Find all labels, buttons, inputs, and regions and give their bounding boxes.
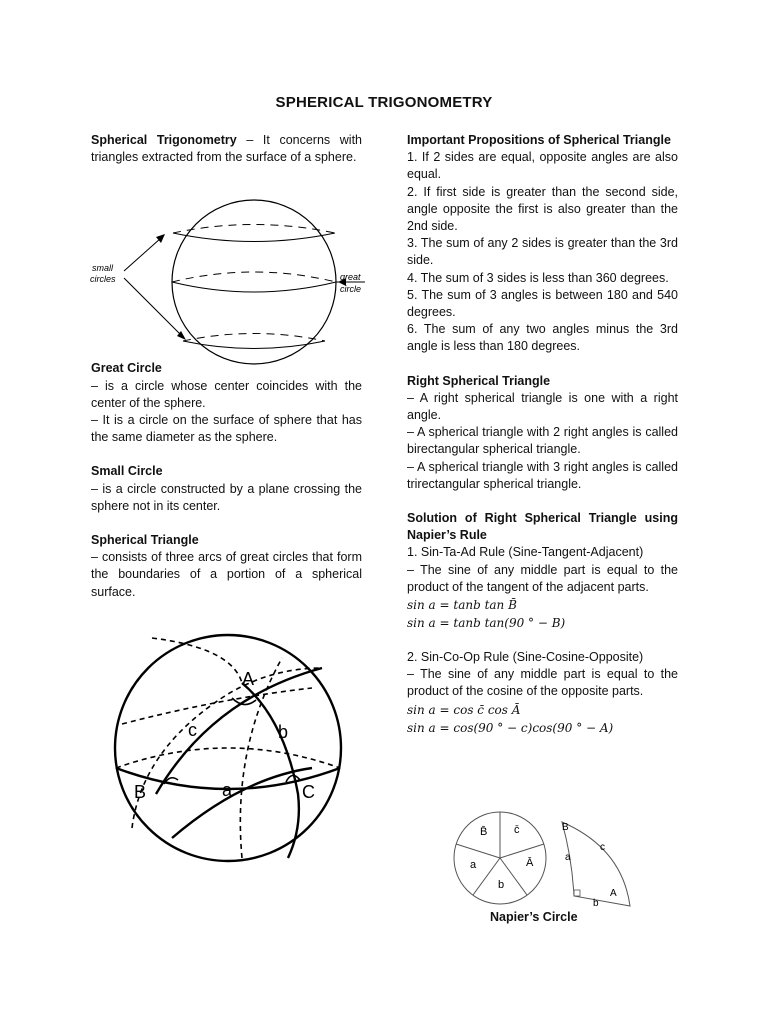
intro-paragraph <box>91 132 362 166</box>
sphere-circles-figure <box>88 196 368 366</box>
small-circle-line: – is a circle constructed by a plane crossing the sphere not in its center. <box>91 481 362 513</box>
napier-part: a <box>470 859 477 871</box>
proposition-item: 4. The sum of 3 sides is less than 360 degrees. <box>407 270 669 285</box>
right-triangle-line: – A right spherical triangle is one with a right angle. <box>407 390 678 423</box>
right-triangle-heading: Right Spherical Triangle <box>407 373 551 388</box>
page-title: SPHERICAL TRIGONOMETRY <box>275 94 493 111</box>
propositions-heading: Important Propositions of Spherical Triangle <box>407 133 671 147</box>
small-circle-heading: Small Circle <box>91 464 163 479</box>
napier-circle-figure <box>452 808 637 908</box>
triangle-c-label: c <box>600 842 605 853</box>
proposition-item: 6. The sum of any two angles minus the 3rd angle is less than 180 degrees. <box>407 322 678 354</box>
rule1-title: 1. Sin-Ta-Ad Rule (Sine-Tangent-Adjacent) <box>407 545 644 560</box>
napier-part: B̄ <box>480 826 488 838</box>
side-a-label: a <box>222 780 233 800</box>
rule1-equation-2: sin a = tanb tan(90 ° − B) <box>407 616 566 631</box>
right-triangle-line: – A spherical triangle with 3 right angles is called trirectangular spherical triangle. <box>407 459 678 491</box>
proposition-item: 5. The sum of 3 angles is between 180 and 540 degrees. <box>407 287 678 320</box>
great-circle-heading: Great Circle <box>91 361 162 376</box>
intro-term: Spherical Trigonometry <box>91 133 237 147</box>
small-circles-label: small <box>92 263 114 273</box>
side-b-label: b <box>278 722 289 742</box>
intro-text: – It concerns with triangles extracted from the surface of a sphere. <box>91 133 362 165</box>
napier-part: b <box>498 879 505 891</box>
rule1-equation-1: sin a = tanb tan B̄ <box>407 598 517 613</box>
small-circles-label: circles <box>90 274 116 284</box>
spherical-triangle-figure <box>112 628 344 870</box>
triangle-a-label: a <box>565 852 571 863</box>
triangle-A-label: A <box>610 888 617 899</box>
right-triangle-line: – A spherical triangle with 2 right angles is called birectangular spherical triangle. <box>407 425 678 457</box>
napier-part: c̄ <box>514 824 520 836</box>
rule2-text: – The sine of any middle part is equal to the product of the cosine of the opposite parts. <box>407 667 678 699</box>
rule2-equation-2: sin a = cos(90 ° − c)cos(90 ° − A) <box>407 720 614 735</box>
proposition-item: 2. If first side is greater than the second side, angle opposite the first is also greater than the 2nd side. <box>407 184 678 234</box>
spherical-triangle-line: – consists of three arcs of great circles that form the boundaries of a portion of a spherical surface. <box>91 550 362 599</box>
vertex-C-label: C <box>302 782 315 802</box>
triangle-B-label: B <box>562 822 569 833</box>
rule2-title: 2. Sin-Co-Op Rule (Sine-Cosine-Opposite) <box>407 650 644 665</box>
napier-part: Ā <box>526 857 534 869</box>
rule1-text: – The sine of any middle part is equal to the product of the tangent of the adjacent parts. <box>407 562 678 594</box>
great-circle-label: great <box>340 272 361 282</box>
spherical-triangle-heading: Spherical Triangle <box>91 533 199 548</box>
great-circle-label: circle <box>340 284 362 294</box>
rule2-equation-1: sin a = cos c̄ cos Ā <box>407 702 521 717</box>
vertex-B-label: B <box>134 782 147 802</box>
triangle-b-label: b <box>593 898 599 908</box>
vertex-A-label: A <box>242 669 255 689</box>
napier-circle-caption: Napier’s Circle <box>490 910 578 924</box>
great-circle-line: – It is a circle on the surface of sphere that has the same diameter as the sphere. <box>91 413 362 445</box>
side-c-label: c <box>188 720 197 740</box>
proposition-item: 1. If 2 sides are equal, opposite angles are also equal. <box>407 150 678 182</box>
napier-heading: Solution of Right Spherical Triangle using Napier’s Rule <box>407 511 678 543</box>
right-column <box>407 132 678 737</box>
great-circle-line: – is a circle whose center coincides with the center of the sphere. <box>91 378 362 410</box>
proposition-item: 3. The sum of any 2 sides is greater than the 3rd side. <box>407 236 678 268</box>
